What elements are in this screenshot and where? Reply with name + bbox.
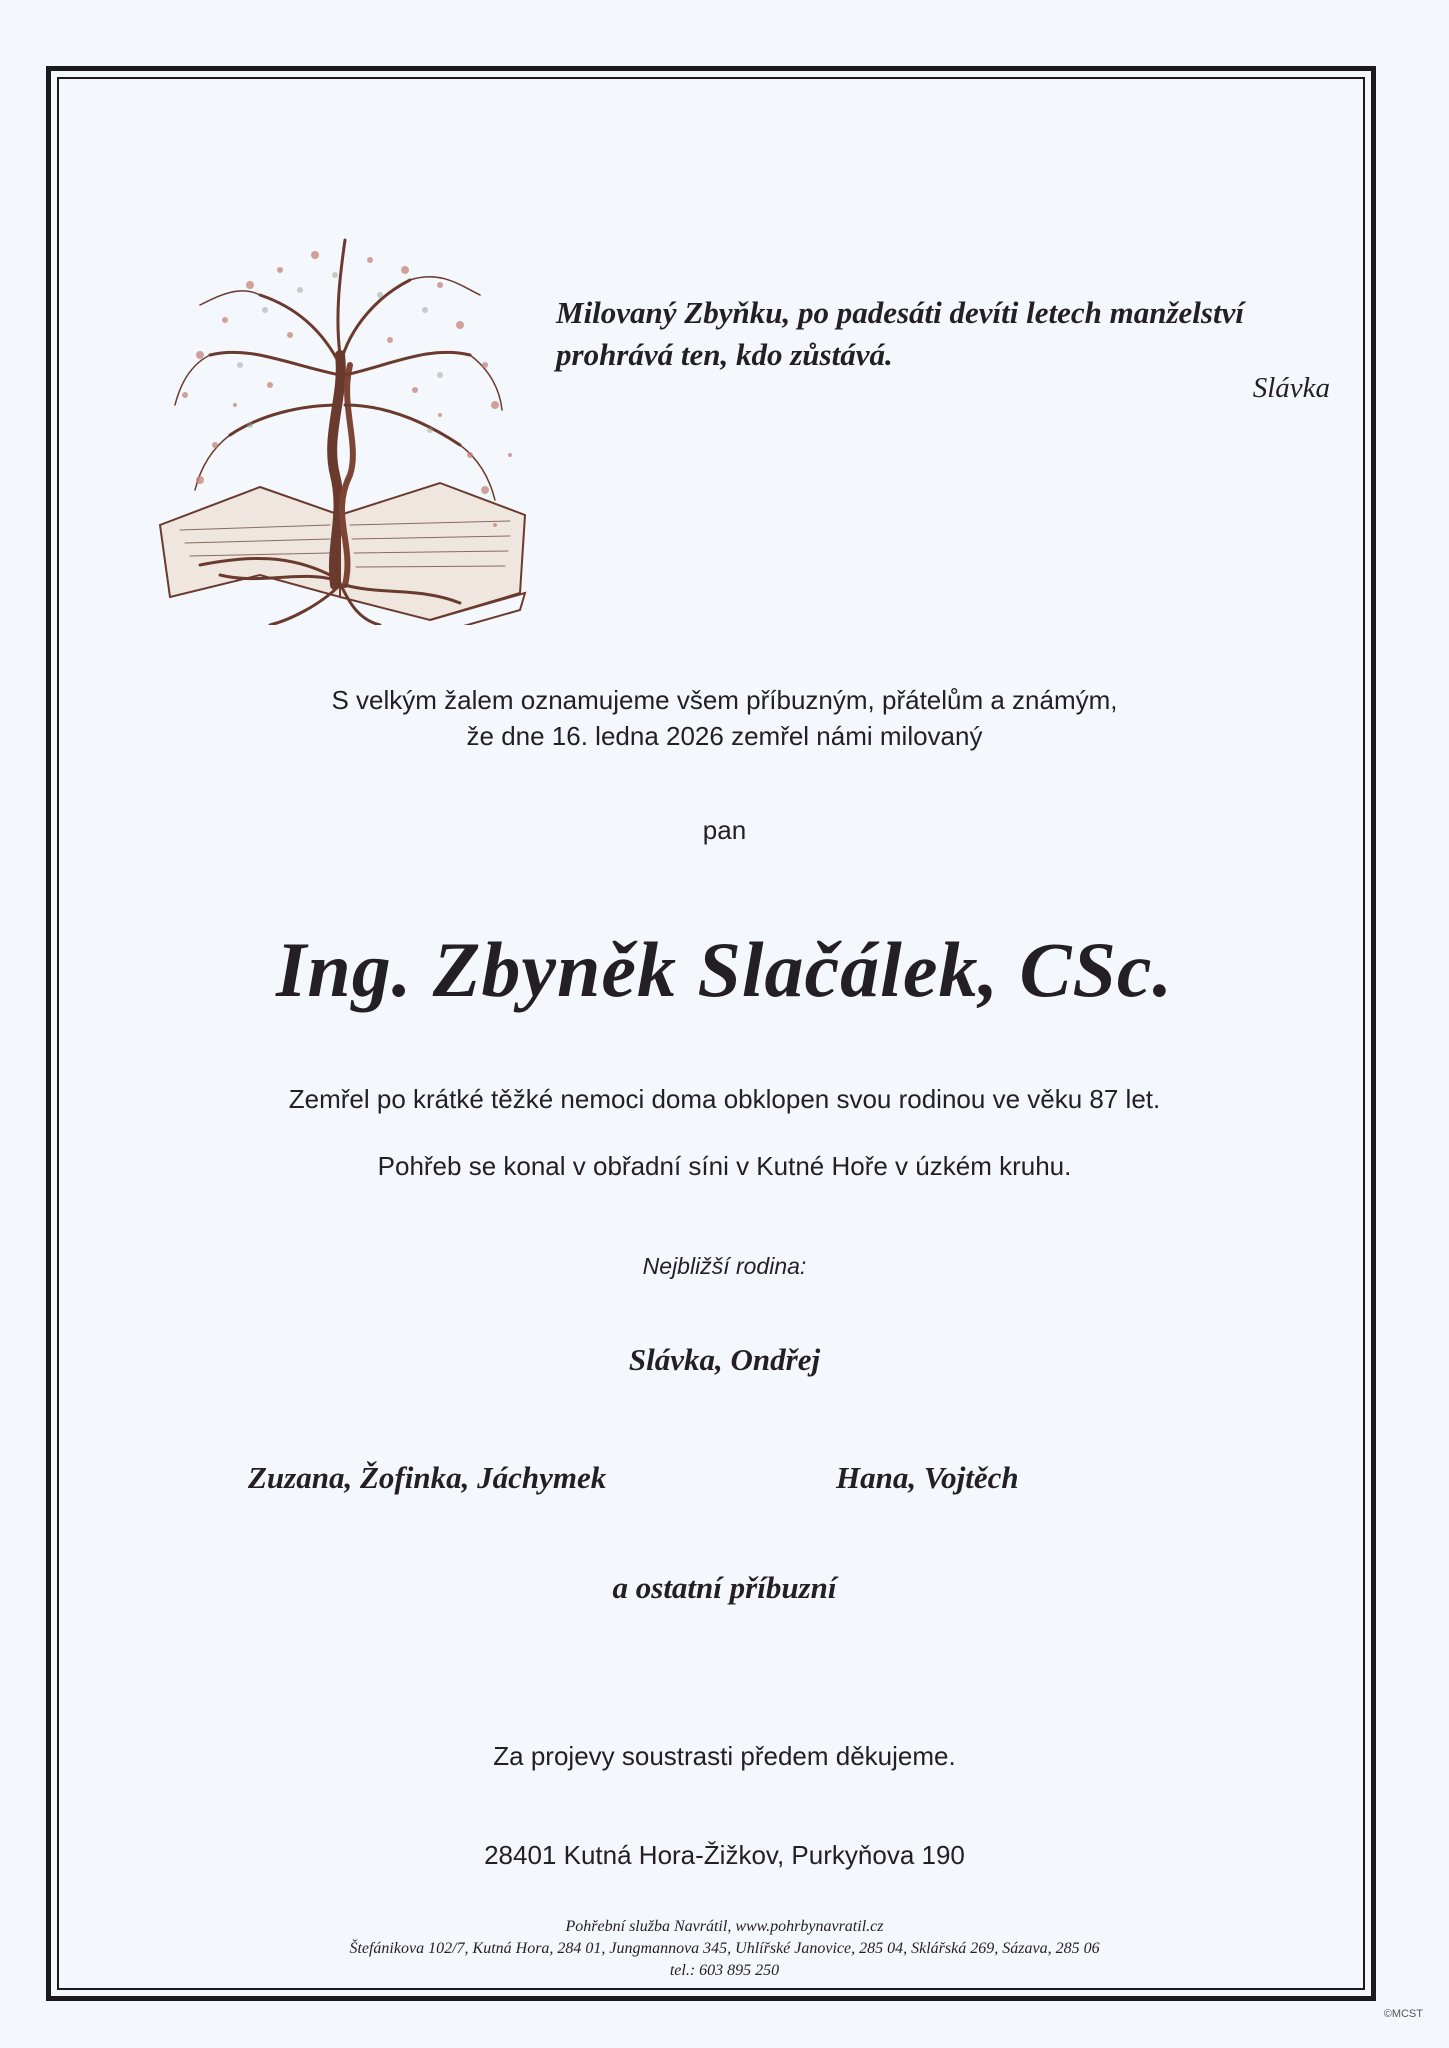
mourning-address: 28401 Kutná Hora-Žižkov, Purkyňova 190 [484,1840,965,1870]
footer-funeral-service: Pohřební služba Navrátil, www.pohrbynavratil.cz [565,1918,884,1935]
family-row-1: Slávka, Ondřej [628,1342,821,1377]
intro-line-1: S velkým žalem oznamujeme všem příbuzným, přátelům a známým, [331,685,1118,715]
salutation: pan [702,815,747,845]
family-others: a ostatní příbuzní [612,1570,837,1605]
motto-line-2: prohrává ten, kdo zůstává. [556,337,893,372]
motto-signature: Slávka [1252,372,1330,404]
deceased-name: Ing. Zbyněk Slačálek, CSc. [276,926,1173,1013]
family-row-2-left: Zuzana, Žofinka, Jáchymek [248,1460,607,1495]
copyright-mark: ©MCST [1383,2008,1423,2020]
motto-line-1: Milovaný Zbyňku, po padesáti devíti letech manželství [556,295,1244,330]
family-row-2-right: Hana, Vojtěch [836,1460,1019,1495]
tree-book-illustration [140,225,535,625]
family-heading: Nejbližší rodina: [642,1253,807,1279]
footer-phone: tel.: 603 895 250 [669,1962,780,1979]
memorial-motto [556,292,1316,376]
thanks-text: Za projevy soustrasti předem děkujeme. [493,1741,956,1771]
announcement-intro [0,682,1449,754]
footer-addresses: Štefánikova 102/7, Kutná Hora, 284 01, Jungmannova 345, Uhlířské Janovice, 285 04, Sklářská 269, Sázava, 285 06 [349,1940,1100,1957]
death-text: Zemřel po krátké těžké nemoci doma obklopen svou rodinou ve věku 87 let. [288,1084,1161,1114]
intro-line-2: že dne 16. ledna 2026 zemřel námi milovaný [466,721,983,751]
funeral-text: Pohřeb se konal v obřadní síni v Kutné Hoře v úzkém kruhu. [377,1151,1072,1181]
